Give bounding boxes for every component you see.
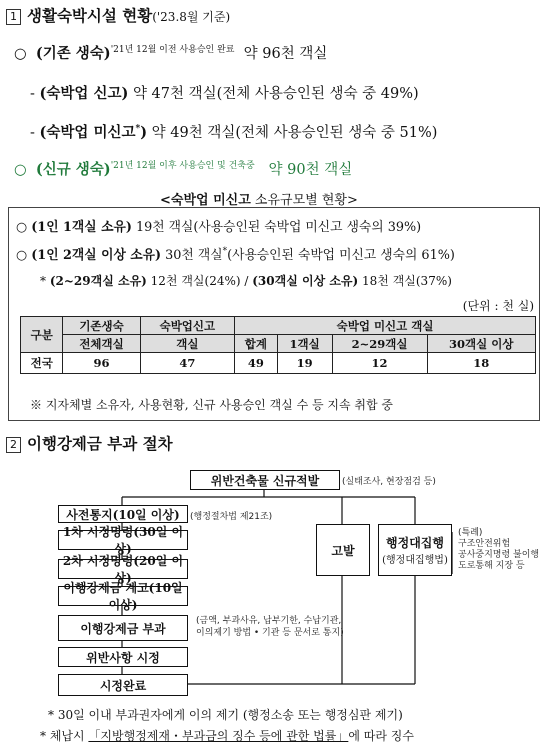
box-note: ※ 지자체별 소유자, 사용현황, 신규 사용승인 객실 수 등 지속 취합 중 (30, 398, 393, 412)
box-title-rest: 소유규모별 현황> (250, 193, 358, 208)
th-sub-30plus: 30객실 이상 (427, 335, 535, 353)
unreported-value: 약 49천 객실(전체 사용승인된 생숙 중 51%) (151, 125, 438, 141)
flow-step-impose-note (196, 615, 344, 639)
cell-30plus: 18 (427, 353, 535, 374)
flow-step-order2: 2차 시정명령(20일 이상) (58, 559, 188, 579)
line3-bold1: (2~29객실 소유) (49, 274, 147, 288)
line3-tail: 18천 객실(37%) (358, 274, 452, 288)
new-value: 약 90천 객실 (268, 162, 353, 178)
flow-step-prenotice-note: (행정절차법 제21조) (190, 512, 273, 522)
flow-step-order1: 1차 시정명령(30일 이상) (58, 530, 188, 550)
existing-sup: '21년 12월 이전 사용승인 완료 (110, 45, 235, 56)
th-existing-1: 기존생숙 (63, 317, 140, 335)
flow-accuse: 고발 (316, 524, 370, 576)
cell-1room: 19 (277, 353, 332, 374)
existing-label: (기존 생숙) (35, 45, 111, 62)
section1-title: 생활숙박시설 현황 (27, 6, 153, 25)
flow-top-note: (실태조사, 현장점검 등) (342, 477, 436, 487)
special-3: 공사중지명령 불이행 (458, 550, 540, 560)
th-sub-2-29: 2~29객실 (332, 335, 427, 353)
th-reported-1: 숙박업신고 (140, 317, 234, 335)
section2-number: 2 (6, 437, 21, 453)
section1-date-note: ('23.8월 기준) (152, 10, 231, 24)
exec-sub: (행정대집행법) (382, 555, 448, 566)
flow-step-warning: 이행강제금 계고(10일 이상) (58, 586, 188, 606)
th-gubun: 구분 (21, 317, 63, 353)
unreported-label: (숙박업 미신고 (39, 124, 136, 141)
star: * (40, 274, 46, 288)
th-sub-1room: 1객실 (277, 335, 332, 353)
cell-region: 전국 (21, 353, 63, 374)
line2-star: * (222, 246, 228, 257)
flow-step-correct: 위반사항 시정 (58, 647, 188, 667)
flow-admin-execution (378, 524, 452, 576)
flow-step-complete: 시정완료 (58, 674, 188, 696)
section1-number: 1 (6, 9, 21, 25)
line3-mid: 12천 객실(24%) / (146, 274, 253, 288)
special-1: (특례) (458, 528, 483, 538)
special-2: 구조안전위험 (458, 539, 511, 549)
th-sub-total: 합계 (235, 335, 277, 353)
bullet: ○ (14, 46, 27, 62)
line1-bold: (1인 1객실 소유) (31, 220, 132, 235)
special-4: 도로통해 지장 등 (458, 561, 525, 571)
foot2-post: 에 따라 징수 (348, 729, 414, 743)
unreported-close: ) (140, 124, 148, 141)
bullet: ○ (16, 248, 28, 263)
bullet: ○ (16, 220, 28, 235)
footnote-2 (40, 727, 414, 744)
impose-note-1: (금액, 부과사유, 납부기한, 수납기관, (196, 616, 342, 626)
new-sup: '21년 12월 이후 사용승인 및 건축중 (110, 161, 255, 172)
th-unreported: 숙박업 미신고 객실 (235, 317, 536, 335)
new-label: (신규 생숙) (35, 161, 111, 178)
dash: - (30, 125, 35, 141)
box-title-bold: <숙박업 미신고 (160, 193, 251, 208)
reported-value: 약 47천 객실(전체 사용승인된 생숙 중 49%) (132, 86, 419, 102)
reported-label: (숙박업 신고) (39, 85, 129, 102)
line1-rest: 19천 객실(사용승인된 숙박업 미신고 생숙의 39%) (131, 220, 422, 235)
cell-reported: 47 (140, 353, 234, 374)
unreported-star: * (135, 124, 141, 135)
line2-bold: (1인 2객실 이상 소유) (31, 248, 162, 263)
section2-title: 이행강제금 부과 절차 (27, 434, 173, 453)
th-existing-2: 전체객실 (63, 335, 140, 353)
dash: - (30, 86, 35, 102)
flow-special-note (458, 528, 539, 572)
line2-rest: 30천 객실 (161, 248, 223, 263)
exec-label: 행정대집행 (386, 536, 444, 550)
foot2-law: 「지방행정제재・부과금의 징수 등에 관한 법률」 (88, 729, 349, 743)
bullet: ○ (14, 162, 27, 178)
flow-step-prenotice: 사전통지(10일 이상) (58, 505, 188, 523)
flow-step-impose: 이행강제금 부과 (58, 615, 188, 641)
cell-total: 49 (235, 353, 277, 374)
footnote-1: * 30일 이내 부과권자에게 이의 제기 (행정소송 또는 행정심판 제기) (48, 708, 403, 722)
impose-note-2: 이의제기 방법 • 기관 등 문서로 통지) (196, 628, 344, 638)
line2-tail: (사용승인된 숙박업 미신고 생숙의 61%) (227, 248, 455, 263)
existing-value: 약 96천 객실 (243, 46, 328, 62)
flow-top-detect: 위반건축물 신규적발 (190, 470, 340, 490)
th-reported-2: 객실 (140, 335, 234, 353)
unit-label: (단위 : 천 실) (462, 299, 534, 313)
cell-existing: 96 (63, 353, 140, 374)
line3-bold2: (30객실 이상 소유) (252, 274, 359, 288)
foot2-pre: * 체납시 (40, 729, 89, 743)
cell-2-29: 12 (332, 353, 427, 374)
